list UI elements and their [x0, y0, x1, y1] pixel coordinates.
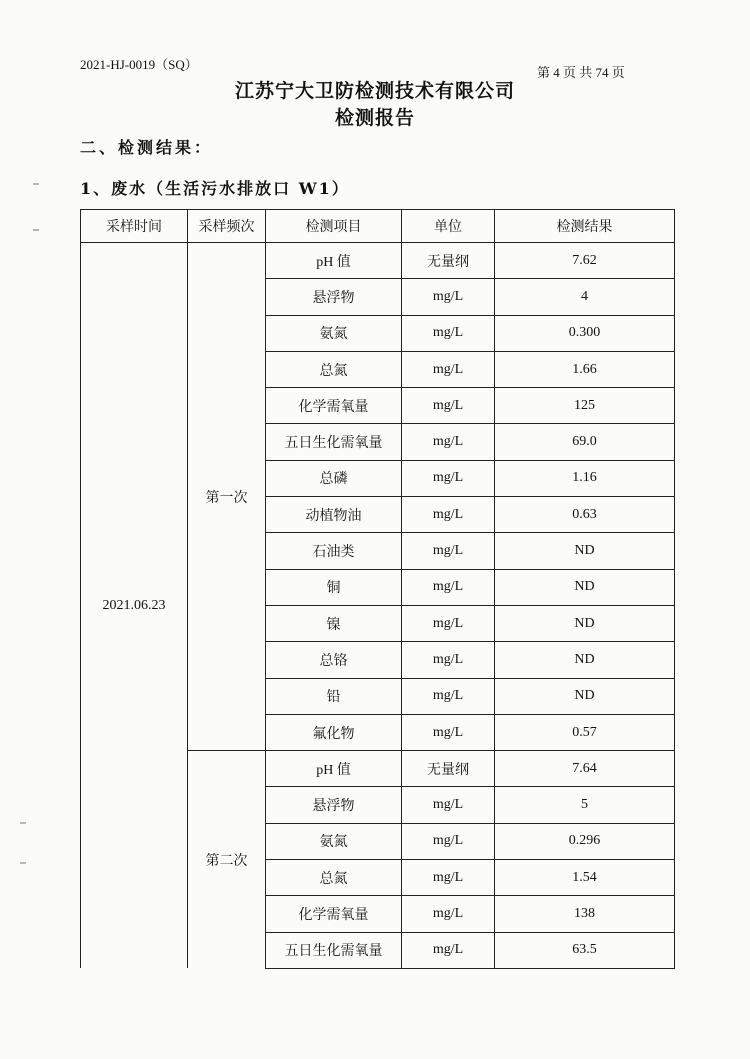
- test-item-cell: 石油类: [266, 533, 402, 569]
- result-cell: ND: [495, 569, 675, 605]
- test-item-cell: 总磷: [266, 460, 402, 496]
- unit-cell: 无量纲: [402, 751, 495, 787]
- test-item-cell: 动植物油: [266, 497, 402, 533]
- unit-cell: 无量纲: [402, 243, 495, 279]
- test-item-cell: 化学需氧量: [266, 896, 402, 932]
- scan-speck: [33, 183, 39, 185]
- company-name: 江苏宁大卫防检测技术有限公司: [234, 80, 515, 102]
- result-cell: 0.300: [495, 315, 675, 351]
- result-cell: 1.66: [495, 351, 675, 387]
- unit-cell: mg/L: [402, 388, 495, 424]
- unit-cell: mg/L: [402, 823, 495, 859]
- test-item-cell: 悬浮物: [266, 787, 402, 823]
- unit-cell: mg/L: [402, 896, 495, 932]
- table-row: [81, 243, 675, 279]
- test-item-cell: 氨氮: [266, 315, 402, 351]
- header-cell: 检测结果: [495, 210, 675, 243]
- subsection-title: 1、废水（生活污水排放口 W1）: [80, 179, 350, 198]
- header-cell: 检测项目: [266, 210, 402, 243]
- test-item-cell: 化学需氧量: [266, 388, 402, 424]
- unit-cell: mg/L: [402, 351, 495, 387]
- test-item-cell: 氟化物: [266, 714, 402, 750]
- test-item-cell: 氨氮: [266, 823, 402, 859]
- unit-cell: mg/L: [402, 787, 495, 823]
- unit-cell: mg/L: [402, 424, 495, 460]
- result-cell: ND: [495, 533, 675, 569]
- table-body: [81, 243, 675, 969]
- result-cell: ND: [495, 642, 675, 678]
- section-title: 二、检测结果：: [80, 138, 214, 157]
- result-cell: 138: [495, 896, 675, 932]
- unit-cell: mg/L: [402, 714, 495, 750]
- unit-cell: mg/L: [402, 497, 495, 533]
- test-item-cell: pH 值: [266, 751, 402, 787]
- unit-cell: mg/L: [402, 569, 495, 605]
- result-cell: 7.64: [495, 751, 675, 787]
- result-cell: 5: [495, 787, 675, 823]
- test-item-cell: 总氮: [266, 860, 402, 896]
- frequency-cell: 第一次: [188, 243, 266, 751]
- unit-cell: mg/L: [402, 932, 495, 968]
- results-table: [80, 209, 675, 969]
- table-header-row: [81, 210, 675, 243]
- result-cell: 125: [495, 388, 675, 424]
- unit-cell: mg/L: [402, 279, 495, 315]
- result-cell: 0.296: [495, 823, 675, 859]
- test-item-cell: 五日生化需氧量: [266, 424, 402, 460]
- result-cell: ND: [495, 678, 675, 714]
- test-item-cell: 镍: [266, 605, 402, 641]
- result-cell: 1.54: [495, 860, 675, 896]
- header-cell: 采样频次: [188, 210, 266, 243]
- unit-cell: mg/L: [402, 860, 495, 896]
- unit-cell: mg/L: [402, 605, 495, 641]
- result-cell: 69.0: [495, 424, 675, 460]
- test-item-cell: 总氮: [266, 351, 402, 387]
- unit-cell: mg/L: [402, 315, 495, 351]
- scan-speck: [20, 862, 26, 864]
- test-item-cell: 铜: [266, 569, 402, 605]
- test-item-cell: pH 值: [266, 243, 402, 279]
- report-title: 检测报告: [334, 107, 415, 129]
- test-item-cell: 铅: [266, 678, 402, 714]
- result-cell: 4: [495, 279, 675, 315]
- page-number: 第 4 页 共 74 页: [537, 65, 625, 80]
- sampling-date-cell: 2021.06.23: [81, 243, 188, 969]
- result-cell: 0.63: [495, 497, 675, 533]
- test-item-cell: 总铬: [266, 642, 402, 678]
- unit-cell: mg/L: [402, 642, 495, 678]
- report-number: 2021-HJ-0019（SQ）: [80, 57, 198, 72]
- test-item-cell: 五日生化需氧量: [266, 932, 402, 968]
- unit-cell: mg/L: [402, 533, 495, 569]
- result-cell: 63.5: [495, 932, 675, 968]
- unit-cell: mg/L: [402, 460, 495, 496]
- header-cell: 采样时间: [81, 210, 188, 243]
- result-cell: 7.62: [495, 243, 675, 279]
- unit-cell: mg/L: [402, 678, 495, 714]
- result-cell: ND: [495, 605, 675, 641]
- header-cell: 单位: [402, 210, 495, 243]
- scan-speck: [20, 822, 26, 824]
- scan-speck: [33, 229, 39, 231]
- frequency-cell: 第二次: [188, 751, 266, 969]
- result-cell: 1.16: [495, 460, 675, 496]
- test-item-cell: 悬浮物: [266, 279, 402, 315]
- result-cell: 0.57: [495, 714, 675, 750]
